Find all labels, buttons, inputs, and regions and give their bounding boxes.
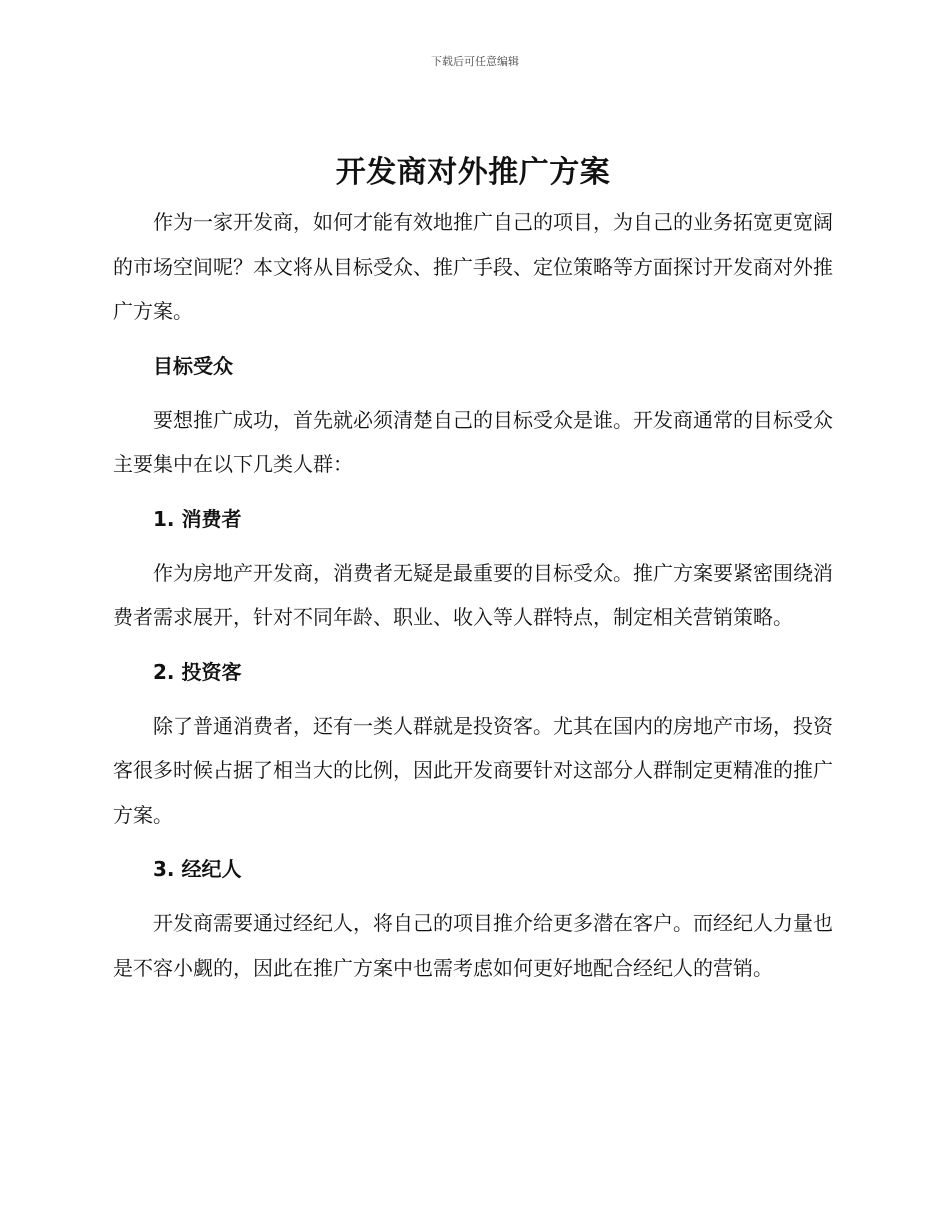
agents-paragraph: 开发商需要通过经纪人，将自己的项目推介给更多潜在客户。而经纪人力量也是不容小觑的，因此在推广方案中也需考虑如何更好地配合经纪人的营销。 — [113, 911, 833, 980]
investors-paragraph: 除了普通消费者，还有一类人群就是投资客。尤其在国内的房地产市场，投资客很多时候占据了相当大的比例，因此开发商要针对这部分人群制定更精准的推广方案。 — [113, 713, 833, 827]
target-audience-paragraph: 要想推广成功，首先就必须清楚自己的目标受众是谁。开发商通常的目标受众主要集中在以下几类人群： — [113, 407, 833, 476]
section-heading-target-audience: 目标受众 — [153, 353, 233, 378]
header-note: 下载后可任意编辑 — [431, 55, 519, 68]
item-heading-consumers: 1. 消费者 — [153, 506, 242, 531]
item-heading-agents: 3. 经纪人 — [153, 857, 242, 881]
document-title: 开发商对外推广方案 — [335, 155, 611, 190]
consumers-paragraph: 作为房地产开发商，消费者无疑是最重要的目标受众。推广方案要紧密围绕消费者需求展开，针对不同年龄、职业、收入等人群特点，制定相关营销策略。 — [113, 560, 833, 629]
document-body — [113, 150, 833, 990]
item-heading-investors: 2. 投资客 — [153, 659, 242, 684]
intro-paragraph: 作为一家开发商，如何才能有效地推广自己的项目，为自己的业务拓宽更宽阔的市场空间呢？本文将从目标受众、推广手段、定位策略等方面探讨开发商对外推广方案。 — [113, 210, 833, 323]
